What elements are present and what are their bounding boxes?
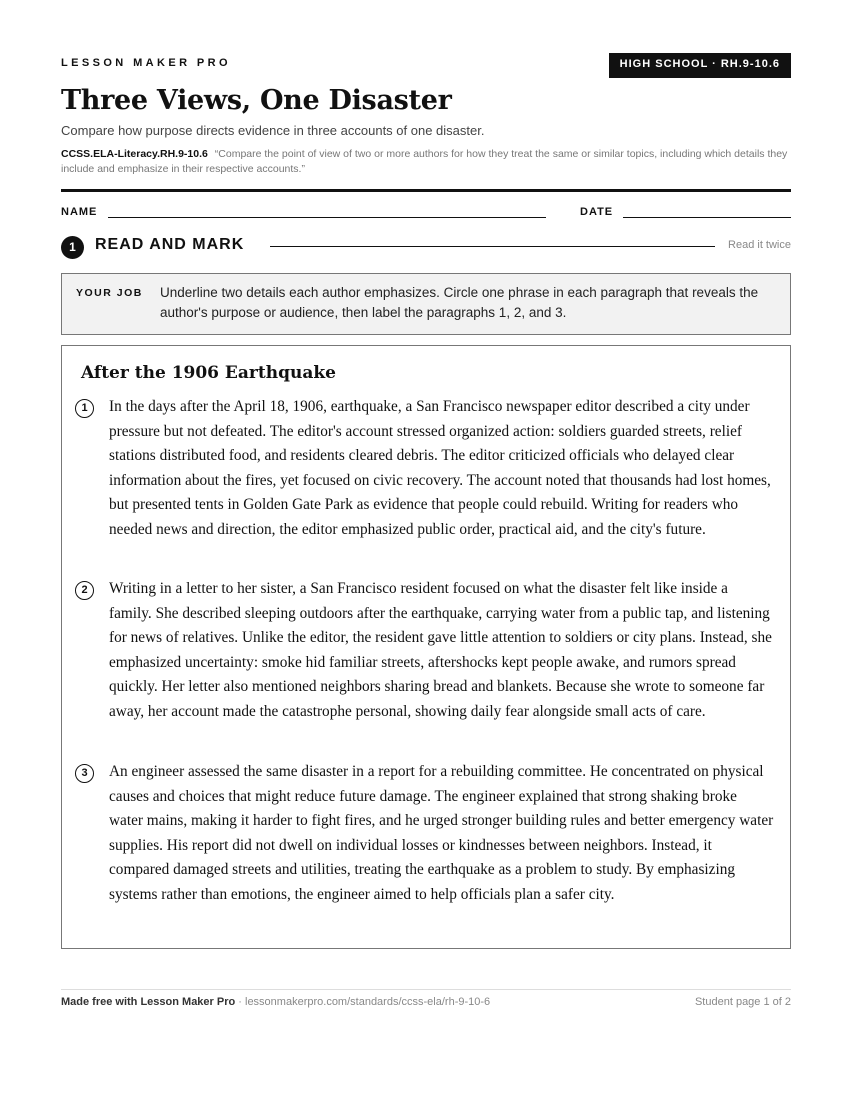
step-divider [270,246,715,247]
worksheet-page [61,0,791,1100]
footer-url[interactable]: lessonmakerpro.com/standards/ccss-ela/rh-9-10-6 [245,996,491,1008]
footer-separator: · [235,996,245,1008]
paragraph-number-1: 1 [75,399,94,418]
paragraph-3: An engineer assessed the same disaster in a report for a rebuilding committee. He concentrated on physical causes and choices that might reduce future damage. The engineer explained that strong shaking broke water mains, making it harder to fight fires, and he urged stronger building rules and better emergency water supplies. His report did not dwell on individual losses or kindnesses between neighbors. Instead, it compared damaged streets and utilities, treating the earthquake as a problem to study. By emphasizing systems rather than emotions, the engineer aimed to help officials plan a safer city. [109,763,774,903]
your-job-box [61,273,791,335]
grade-standard-badge: HIGH SCHOOL · RH.9-10.6 [609,53,791,78]
your-job-instructions: Underline two details each author emphasizes. Circle one phrase in each paragraph that reveals the author's purpose or audience, then label the paragraphs 1, 2, and 3. [160,285,759,320]
date-field[interactable] [623,217,791,218]
footer-credit [61,996,490,1008]
paragraph-2: Writing in a letter to her sister, a San Francisco resident focused on what the disaster felt like inside a family. She described sleeping outdoors after the earthquake, carrying water from a public tap, and listening for news of relatives. Unlike the editor, the resident gave little attention to soldiers or city plans. Instead, she emphasized uncertainty: smoke hid familiar streets, aftershocks kept people awake, and rumors spread quickly. Her letter also mentioned neighbors sharing bread and blankets. Because she wrote to someone far away, her account made the catastrophe personal, showing daily fear alongside small acts of care. [109,580,772,720]
footer-page-number: Student page 1 of 2 [694,996,791,1008]
name-field[interactable] [108,217,546,218]
date-label: DATE [580,206,614,218]
paragraph-number-2: 2 [75,581,94,600]
step-note: Read it twice [728,239,791,251]
reading-title: After the 1906 Earthquake [81,363,336,383]
page-title: Three Views, One Disaster [61,85,452,116]
paragraph-1: In the days after the April 18, 1906, earthquake, a San Francisco newspaper editor described a city under pressure but not defeated. The editor's account stressed organized action: soldiers guarded streets, relief stations distributed food, and residents cleared debris. The editor criticized officials who delayed clear information about the fires, yet focused on civic recovery. The account noted that thousands had lost homes, but presented tents in Golden Gate Park as evidence that people could rebuild. Writing for readers who needed news and direction, the editor emphasized public order, practical aid, and the city's future. [109,398,771,538]
standard-text: “Compare the point of view of two or more authors for how they treat the same or similar topics, including which details they include and emphasize in their respective accounts.” [61,148,788,175]
paragraph-number-3: 3 [75,764,94,783]
step-number-badge: 1 [61,236,84,259]
standard-description [61,147,791,177]
brand-name: LESSON MAKER PRO [61,57,231,69]
header-divider [61,189,791,192]
step-heading: READ AND MARK [95,236,245,253]
reading-passage [61,345,791,949]
name-label: NAME [61,206,98,218]
footer-divider [61,989,791,990]
page-subtitle: Compare how purpose directs evidence in three accounts of one disaster. [61,123,485,138]
standard-code: CCSS.ELA-Literacy.RH.9-10.6 [61,148,208,160]
footer-made-free: Made free with Lesson Maker Pro [61,996,236,1008]
your-job-label: YOUR JOB [76,287,143,299]
